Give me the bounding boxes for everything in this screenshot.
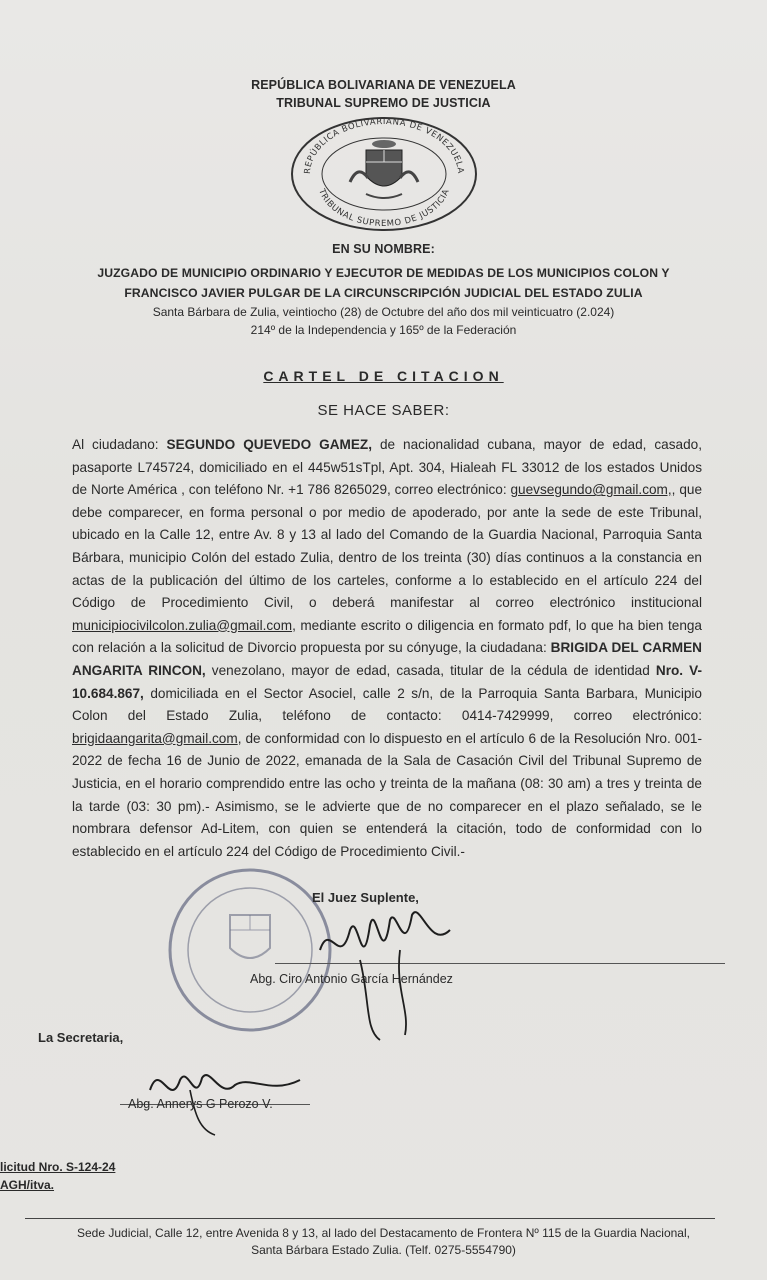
footer-phone: Santa Bárbara Estado Zulia. (Telf. 0275-5554790) bbox=[251, 1243, 516, 1257]
respondent-email: guevsegundo@gmail.com, bbox=[510, 482, 672, 498]
initials-reference: AGH/itva. bbox=[0, 1178, 55, 1192]
footer-address: Sede Judicial, Calle 12, entre Avenida 8 y 13, al lado del Destacamento de Frontera Nº 115 de la Guardia Nacional, bbox=[77, 1226, 690, 1240]
applicant-email: brigidaangarita@gmail.com bbox=[72, 730, 238, 746]
header-republic: REPÚBLICA BOLIVARIANA DE VENEZUELA bbox=[251, 78, 516, 92]
body-text: Al ciudadano: bbox=[72, 437, 167, 452]
body-text: , que debe comparecer, en forma personal o por medio de apoderado, por ante la sede de este Tribunal, ubicado en la Calle 12, entre Av. 8 y 13 al lado del Comando de la Guardia Nacional, Parroquia Santa Bárbara, municipio Colón del estado Zulia, dentro de los treinta (30) días continuos a la constancia en actas de la publicación del último de los carteles, conforme a lo establecido en el artículo 224 del Código de Procedimiento Civil, o deberá manifestar al correo electrónico institucional bbox=[72, 482, 703, 611]
judge-title: El Juez Suplente, bbox=[312, 890, 419, 905]
request-number: licitud Nro. S-124-24 bbox=[0, 1160, 116, 1174]
body-text: , de conformidad con lo dispuesto en el artículo 6 de la Resolución Nro. 001-2022 de fecha 16 de Junio de 2022, emanada de la Sala de Casación Civil del Tribunal Supremo de Justicia, en el horario comprendido entre las ocho y treinta de la mañana (08: 30 am) a tres y treinta de la tarde (03: 30 pm).- Asimismo, se le advierte que de no comparecer en el plazo señalado, se le nombrara defensor Ad-Litem, con quien se entenderá la citación, todo de conformidad con lo establecido en el artículo 224 del Código de Procedimiento Civil.- bbox=[72, 730, 702, 859]
date-line: Santa Bárbara de Zulia, veintiocho (28) de Octubre del año dos mil veinticuatro (2.024) bbox=[152, 305, 615, 319]
secretary-name: Abg. Annerys G Perozo V. bbox=[128, 1097, 273, 1111]
respondent-name: SEGUNDO QUEVEDO GAMEZ, bbox=[166, 437, 372, 452]
secretary-signature-icon bbox=[140, 1050, 320, 1140]
footer-divider bbox=[25, 1218, 715, 1219]
body-text: venezolano, mayor de edad, casada, titular de la cédula de identidad bbox=[205, 662, 656, 678]
en-su-nombre: EN SU NOMBRE: bbox=[332, 242, 435, 256]
citation-body bbox=[72, 434, 702, 863]
body-text: , mediante escrito o diligencia en formato pdf, lo que ha bien tenga con relación a la solicitud de Divorcio propuesta por su cónyuge, la ciudadana: bbox=[72, 617, 702, 656]
document-title: CARTEL DE CITACION bbox=[263, 368, 504, 384]
applicant-id: Nro. V- 10.684.867, bbox=[72, 662, 703, 701]
seal-text-top: REPÚBLICA BOLIVARIANA DE VENEZUELA bbox=[302, 116, 466, 175]
document-subtitle: SE HACE SABER: bbox=[317, 402, 450, 419]
seal-text-bottom: TRIBUNAL SUPREMO DE JUSTICIA bbox=[316, 187, 452, 230]
header-tribunal: TRIBUNAL SUPREMO DE JUSTICIA bbox=[276, 96, 491, 110]
judge-name: Abg. Ciro Antonio García Hernández bbox=[250, 972, 453, 986]
body-text: de nacionalidad cubana, mayor de edad, casado, pasaporte L745724, domiciliado en el 445w51sTpl, Apt. 304, Hialeah FL 33012 de los estados Unidos de Norte América , con teléfono Nr. +1 786 8265029, correo electrónico: bbox=[72, 437, 703, 498]
court-email: municipiocivilcolon.zulia@gmail.com bbox=[72, 617, 293, 633]
secretary-title: La Secretaria, bbox=[38, 1030, 124, 1045]
applicant-name: BRIGIDA DEL CARMEN ANGARITA RINCON, bbox=[72, 640, 702, 678]
national-seal-icon bbox=[288, 112, 480, 232]
judge-signature-icon bbox=[300, 890, 470, 1050]
era-line: 214º de la Independencia y 165º de la Federación bbox=[250, 323, 517, 337]
court-name-line1: JUZGADO DE MUNICIPIO ORDINARIO Y EJECUTOR DE MEDIDAS DE LOS MUNICIPIOS COLON Y bbox=[97, 266, 670, 280]
court-name-line2: FRANCISCO JAVIER PULGAR DE LA CIRCUNSCRIPCIÓN JUDICIAL DEL ESTADO ZULIA bbox=[124, 286, 643, 300]
body-text: domiciliada en el Sector Asociel, calle 2 s/n, de la Parroquia Santa Barbara, Municipio Colon del Estado Zulia, teléfono de contacto: 0414-7429999, correo electrónico: bbox=[72, 685, 702, 724]
